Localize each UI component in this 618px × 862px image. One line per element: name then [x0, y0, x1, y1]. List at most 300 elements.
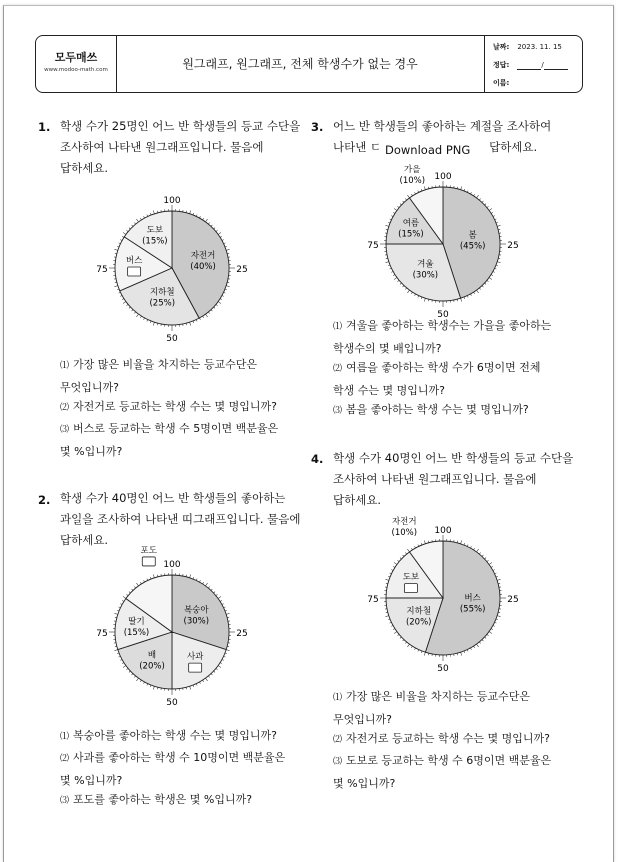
scale-tick [467, 545, 468, 547]
scale-tick [225, 289, 227, 290]
scale-tick [479, 553, 480, 555]
q1-line: 학생 수가 25명인 어느 반 학생들의 등교 수단을 [60, 116, 312, 137]
scale-tick [150, 213, 151, 215]
scale-tick [144, 580, 145, 582]
q3-sub1-mark: ⑴ [333, 322, 342, 332]
q1-line: 조사하여 나타낸 원그래프입니다. 물음에 [60, 137, 312, 158]
scale-tick [199, 682, 200, 684]
q1-sub2-line: 자전거로 등교하는 학생 수는 몇 명입니까? [73, 400, 277, 413]
scale-tick [140, 582, 141, 584]
q1-pie-chart [100, 192, 250, 340]
scale-tick [418, 545, 419, 547]
scale-label-25: 25 [236, 629, 247, 639]
scale-tick [474, 646, 475, 648]
scale-tick [482, 286, 483, 287]
date-label: 날짜: [493, 43, 509, 51]
scale-tick [403, 640, 404, 641]
scale-tick [491, 629, 493, 630]
scale-tick [424, 298, 425, 301]
slice-percent: (40%) [190, 262, 216, 272]
scale-tick [411, 548, 412, 550]
scale-tick [199, 580, 200, 582]
scale-tick [464, 651, 465, 653]
meta-box [484, 36, 583, 92]
scale-tick [477, 195, 479, 198]
scale-tick [470, 648, 471, 650]
scale-label-75: 75 [367, 595, 378, 605]
scale-tick [119, 656, 121, 657]
scale-tick [415, 546, 416, 548]
scale-tick [129, 228, 130, 229]
slice-percent: (10%) [400, 176, 426, 186]
scale-tick [467, 191, 468, 193]
scale-tick [461, 186, 462, 189]
scale-tick [203, 680, 204, 682]
scale-tick [497, 262, 500, 263]
scale-tick [421, 297, 422, 299]
scale-tick [415, 648, 416, 650]
scale-tick [407, 549, 409, 552]
q4-sub2-mark: ⑵ [333, 735, 342, 745]
scale-tick [477, 290, 479, 293]
q2-sub-3 [60, 789, 320, 812]
slice-percent: (10%) [392, 528, 418, 538]
scale-tick [226, 249, 229, 250]
q1-sub-2 [60, 396, 320, 419]
scale-tick [206, 219, 208, 222]
slice-label: 지하철 [150, 286, 175, 297]
scale-tick [122, 600, 124, 601]
scale-tick [120, 240, 122, 241]
slice-label: 봄 [469, 229, 478, 240]
scale-tick [418, 191, 419, 193]
scale-tick [394, 562, 397, 564]
scale-label-50: 50 [437, 664, 449, 674]
brand-url: www.modoo-math.com [36, 67, 116, 73]
scale-tick [461, 298, 462, 301]
scale-tick [467, 650, 468, 652]
scale-tick [224, 607, 226, 608]
answer-row [493, 60, 568, 70]
q1-sub3-mark: ⑶ [60, 425, 69, 435]
scale-tick [208, 587, 209, 589]
scale-tick [407, 644, 409, 647]
q2-line: 과일을 조사하여 나타낸 띠그래프입니다. 물음에 [60, 509, 312, 530]
scale-tick [136, 583, 138, 586]
scale-tick [388, 265, 390, 266]
scale-label-100: 100 [163, 196, 180, 206]
scale-tick [485, 637, 486, 638]
q3-sub2-line: 여름을 좋아하는 학생 수가 6명이면 전체 [346, 361, 541, 374]
scale-label-50: 50 [166, 334, 178, 344]
scale-tick [224, 292, 226, 293]
scale-tick [132, 589, 133, 590]
q2-text [60, 488, 312, 551]
slice-label: 겨울 [417, 258, 434, 269]
answer-box[interactable] [128, 267, 141, 276]
q3-number: 3. [311, 120, 323, 134]
scale-tick [199, 318, 200, 320]
scale-tick [222, 659, 224, 660]
scale-tick [117, 610, 119, 611]
scale-tick [196, 579, 197, 581]
scale-label-50: 50 [166, 698, 178, 708]
scale-tick [479, 288, 480, 290]
scale-tick [405, 642, 406, 644]
scale-tick [491, 566, 493, 567]
scale-tick [461, 540, 462, 543]
scale-tick [120, 604, 122, 605]
scale-tick [147, 579, 148, 581]
scale-tick [218, 302, 221, 304]
scale-tick [482, 555, 483, 556]
q4-sub3-line: 몇 %입니까? [333, 773, 593, 794]
scale-tick [424, 652, 425, 655]
date-row [493, 42, 562, 52]
scale-tick [391, 625, 393, 626]
scale-tick [136, 314, 138, 317]
scale-tick [415, 294, 416, 296]
scale-tick [487, 280, 489, 281]
scale-tick [497, 225, 500, 226]
q1-line: 답하세요. [60, 158, 312, 179]
scale-tick [393, 212, 395, 213]
scale-tick [214, 228, 215, 229]
scale-tick [123, 666, 126, 668]
scale-tick [407, 195, 409, 198]
slice-label: 포도 [141, 546, 158, 556]
q2-pie-chart [100, 556, 250, 704]
scale-tick [495, 573, 497, 574]
slice-label: 자전거 [191, 250, 216, 261]
scale-tick [496, 576, 498, 577]
answer-box[interactable] [404, 584, 417, 593]
scale-tick [117, 246, 119, 247]
scale-tick [403, 555, 404, 556]
scale-tick [136, 678, 138, 681]
answer-box[interactable] [142, 557, 155, 566]
scale-tick [153, 322, 154, 325]
scale-tick [493, 271, 495, 272]
scale-tick [388, 222, 390, 223]
scale-tick [493, 570, 495, 571]
q1-sub3-line: 몇 %입니까? [60, 441, 320, 462]
scale-tick [203, 218, 204, 220]
scale-tick [203, 582, 204, 584]
slice-percent: (45%) [460, 241, 486, 251]
slice-label: 가을 [404, 164, 421, 175]
scale-tick [225, 653, 227, 654]
scale-tick [147, 320, 148, 322]
scale-tick [211, 225, 212, 226]
q2-sub-2 [60, 747, 320, 791]
scale-tick [398, 634, 400, 635]
scale-tick [224, 656, 226, 657]
scale-label-25: 25 [236, 265, 247, 275]
scale-tick [122, 236, 124, 237]
scale-tick [493, 625, 495, 626]
scale-tick [193, 577, 194, 579]
scale-tick [388, 576, 390, 577]
scale-tick [114, 613, 117, 614]
q4-text [333, 448, 585, 511]
slice-label: 딸기 [128, 616, 144, 627]
scale-tick [208, 223, 209, 225]
scale-tick [225, 246, 227, 247]
scale-tick [211, 589, 212, 590]
q2-sub2-line: 사과를 좋아하는 학생 수 10명이면 백분율은 [73, 751, 285, 764]
scale-tick [477, 549, 479, 552]
q3-line: 어느 반 학생들의 좋아하는 계절을 조사하여 [333, 116, 585, 137]
q4-line: 학생 수가 40명인 어느 반 학생들의 등교 수단을 [333, 448, 585, 469]
scale-tick [470, 294, 471, 296]
scale-tick [411, 194, 412, 196]
scale-tick [144, 682, 145, 684]
scale-tick [393, 566, 395, 567]
scale-tick [211, 310, 212, 311]
scale-tick [136, 219, 138, 222]
slice-percent: (55%) [460, 605, 486, 615]
q4-line: 답하세요. [333, 490, 585, 511]
slice-label: 지하철 [406, 606, 431, 617]
scale-tick [407, 290, 409, 293]
scale-tick [123, 302, 126, 304]
scale-tick [482, 201, 483, 202]
scale-tick [153, 686, 154, 689]
slice-percent: (15%) [398, 230, 424, 240]
scale-tick [206, 678, 208, 681]
scale-tick [225, 610, 227, 611]
scale-tick [385, 225, 388, 226]
scale-tick [489, 278, 492, 280]
scale-tick [222, 604, 224, 605]
scale-tick [226, 613, 229, 614]
scale-label-25: 25 [507, 595, 518, 605]
scale-tick [120, 295, 122, 296]
slice-percent: (15%) [142, 236, 168, 246]
q4-pie-chart [371, 522, 521, 670]
q2-sub1-line: 복숭아를 좋아하는 학생 수는 몇 명입니까? [73, 729, 277, 742]
scale-tick [214, 671, 215, 672]
q2-sub-1 [60, 725, 320, 748]
scale-tick [222, 295, 224, 296]
scale-tick [489, 562, 492, 564]
q4-number: 4. [311, 452, 323, 466]
scale-tick [119, 292, 121, 293]
scale-tick [400, 204, 401, 205]
q3-sub3-mark: ⑶ [333, 406, 342, 416]
scale-tick [224, 243, 226, 244]
scale-tick [123, 232, 126, 234]
scale-tick [203, 316, 204, 318]
scale-tick [390, 268, 392, 269]
scale-tick [190, 686, 191, 689]
scale-tick [147, 215, 148, 217]
scale-tick [196, 684, 197, 686]
brand-logo-text: 모두매쓰 [36, 49, 116, 65]
q1-sub1-line: 무엇입니까? [60, 377, 320, 398]
answer-blank-2[interactable] [544, 61, 568, 70]
scale-tick [398, 280, 400, 281]
scale-tick [144, 318, 145, 320]
scale-tick [117, 289, 119, 290]
q2-line: 답하세요. [60, 530, 312, 551]
scale-tick [129, 671, 130, 672]
scale-tick [206, 583, 208, 586]
scale-tick [114, 650, 117, 651]
q4-line: 조사하여 나타낸 원그래프입니다. 물음에 [333, 469, 585, 490]
scale-tick [127, 594, 129, 595]
scale-tick [208, 676, 209, 678]
scale-tick [491, 275, 493, 276]
scale-tick [391, 570, 393, 571]
scale-tick [196, 215, 197, 217]
scale-tick [132, 225, 133, 226]
scale-tick [390, 573, 392, 574]
slice-percent: (15%) [124, 628, 150, 638]
q4-sub-1 [333, 686, 593, 730]
scale-label-75: 75 [96, 629, 107, 639]
scale-tick [487, 206, 489, 207]
scale-tick [403, 286, 404, 287]
scale-tick [411, 292, 412, 294]
scale-tick [190, 574, 191, 577]
scale-tick [400, 283, 401, 284]
slice-percent: (30%) [413, 270, 439, 280]
scale-tick [485, 283, 486, 284]
q4-sub2-line: 자전거로 등교하는 학생 수는 몇 명입니까? [346, 732, 550, 745]
scale-tick [218, 666, 221, 668]
scale-tick [474, 548, 475, 550]
scale-tick [398, 560, 400, 561]
answer-blank-1[interactable] [517, 61, 541, 70]
scale-label-100: 100 [163, 560, 180, 570]
scale-tick [477, 644, 479, 647]
scale-tick [144, 216, 145, 218]
scale-tick [153, 574, 154, 577]
scale-tick [199, 216, 200, 218]
q3-sub-1 [333, 315, 593, 359]
scale-tick [190, 210, 191, 213]
scale-tick [216, 668, 218, 669]
scale-tick [127, 230, 129, 231]
answer-label: 정답: [493, 61, 509, 69]
scale-tick [479, 199, 480, 201]
scale-tick [489, 632, 492, 634]
scale-label-50: 50 [437, 310, 449, 320]
scale-tick [216, 304, 218, 305]
scale-tick [405, 553, 406, 555]
scale-tick [385, 262, 388, 263]
scale-tick [418, 296, 419, 298]
scale-tick [470, 192, 471, 194]
scale-tick [464, 297, 465, 299]
scale-tick [216, 594, 218, 595]
scale-label-75: 75 [367, 241, 378, 251]
name-row [493, 78, 509, 88]
q1-sub3-line: 버스로 등교하는 학생 수 5명이면 백분율은 [73, 422, 278, 435]
scale-tick [216, 230, 218, 231]
q3-sub2-line: 학생 수는 몇 명입니까? [333, 380, 593, 401]
scale-tick [214, 307, 215, 308]
scale-tick [497, 616, 500, 617]
scale-tick [495, 622, 497, 623]
slice-label: 배 [148, 650, 156, 661]
q4-sub3-line: 도보로 등교하는 학생 수 6명이면 백분율은 [346, 754, 551, 767]
scale-tick [385, 616, 388, 617]
scale-tick [140, 680, 141, 682]
date-value: 2023. 11. 15 [517, 43, 562, 51]
scale-tick [424, 540, 425, 543]
q2-sub3-line: 포도를 좋아하는 학생은 몇 %입니까? [73, 793, 252, 806]
q1-sub1-mark: ⑴ [60, 361, 69, 371]
slice-percent: (25%) [149, 298, 175, 308]
scale-tick [405, 288, 406, 290]
scale-tick [496, 619, 498, 620]
scale-tick [495, 268, 497, 269]
scale-label-75: 75 [96, 265, 107, 275]
scale-tick [393, 275, 395, 276]
scale-tick [390, 219, 392, 220]
scale-tick [487, 634, 489, 635]
scale-tick [403, 201, 404, 202]
scale-tick [226, 286, 229, 287]
scale-label-25: 25 [507, 241, 518, 251]
q3-sub-3 [333, 399, 593, 422]
slice-label: 여름 [403, 218, 420, 229]
q1-sub-3 [60, 418, 320, 462]
q3-sub1-line: 학생수의 몇 배입니까? [333, 338, 593, 359]
scale-tick [393, 629, 395, 630]
scale-tick [482, 640, 483, 641]
scale-tick [394, 278, 397, 280]
q1-text [60, 116, 312, 179]
scale-tick [114, 286, 117, 287]
scale-tick [394, 632, 397, 634]
q3-sub3-line: 봄을 좋아하는 학생 수는 몇 명입니까? [346, 403, 529, 416]
scale-tick [470, 546, 471, 548]
scale-tick [132, 674, 133, 675]
q3-sub1-line: 겨울을 좋아하는 학생수는 가을을 좋아하는 [346, 319, 551, 332]
scale-tick [140, 218, 141, 220]
scale-tick [206, 314, 208, 317]
scale-tick [391, 271, 393, 272]
q2-sub1-mark: ⑴ [60, 732, 69, 742]
name-label: 이름: [493, 79, 509, 87]
scale-tick [487, 560, 489, 561]
scale-tick [127, 668, 129, 669]
worksheet-title: 원그래프, 원그래프, 전체 학생수가 없는 경우 [117, 36, 483, 92]
scale-tick [150, 321, 151, 323]
scale-tick [147, 684, 148, 686]
brand-box [36, 36, 117, 92]
scale-tick [226, 650, 229, 651]
q2-number: 2. [38, 493, 50, 507]
scale-tick [220, 299, 222, 300]
scale-tick [485, 558, 486, 559]
download-png-button[interactable]: Download PNG [385, 141, 475, 159]
scale-tick [424, 186, 425, 189]
q2-sub2-line: 몇 %입니까? [60, 770, 320, 791]
scale-tick [464, 543, 465, 545]
q1-sub-1 [60, 354, 320, 398]
q2-sub2-mark: ⑵ [60, 754, 69, 764]
scale-tick [120, 659, 122, 660]
scale-tick [119, 607, 121, 608]
scale-tick [390, 622, 392, 623]
scale-tick [405, 199, 406, 201]
answer-box[interactable] [189, 663, 202, 672]
